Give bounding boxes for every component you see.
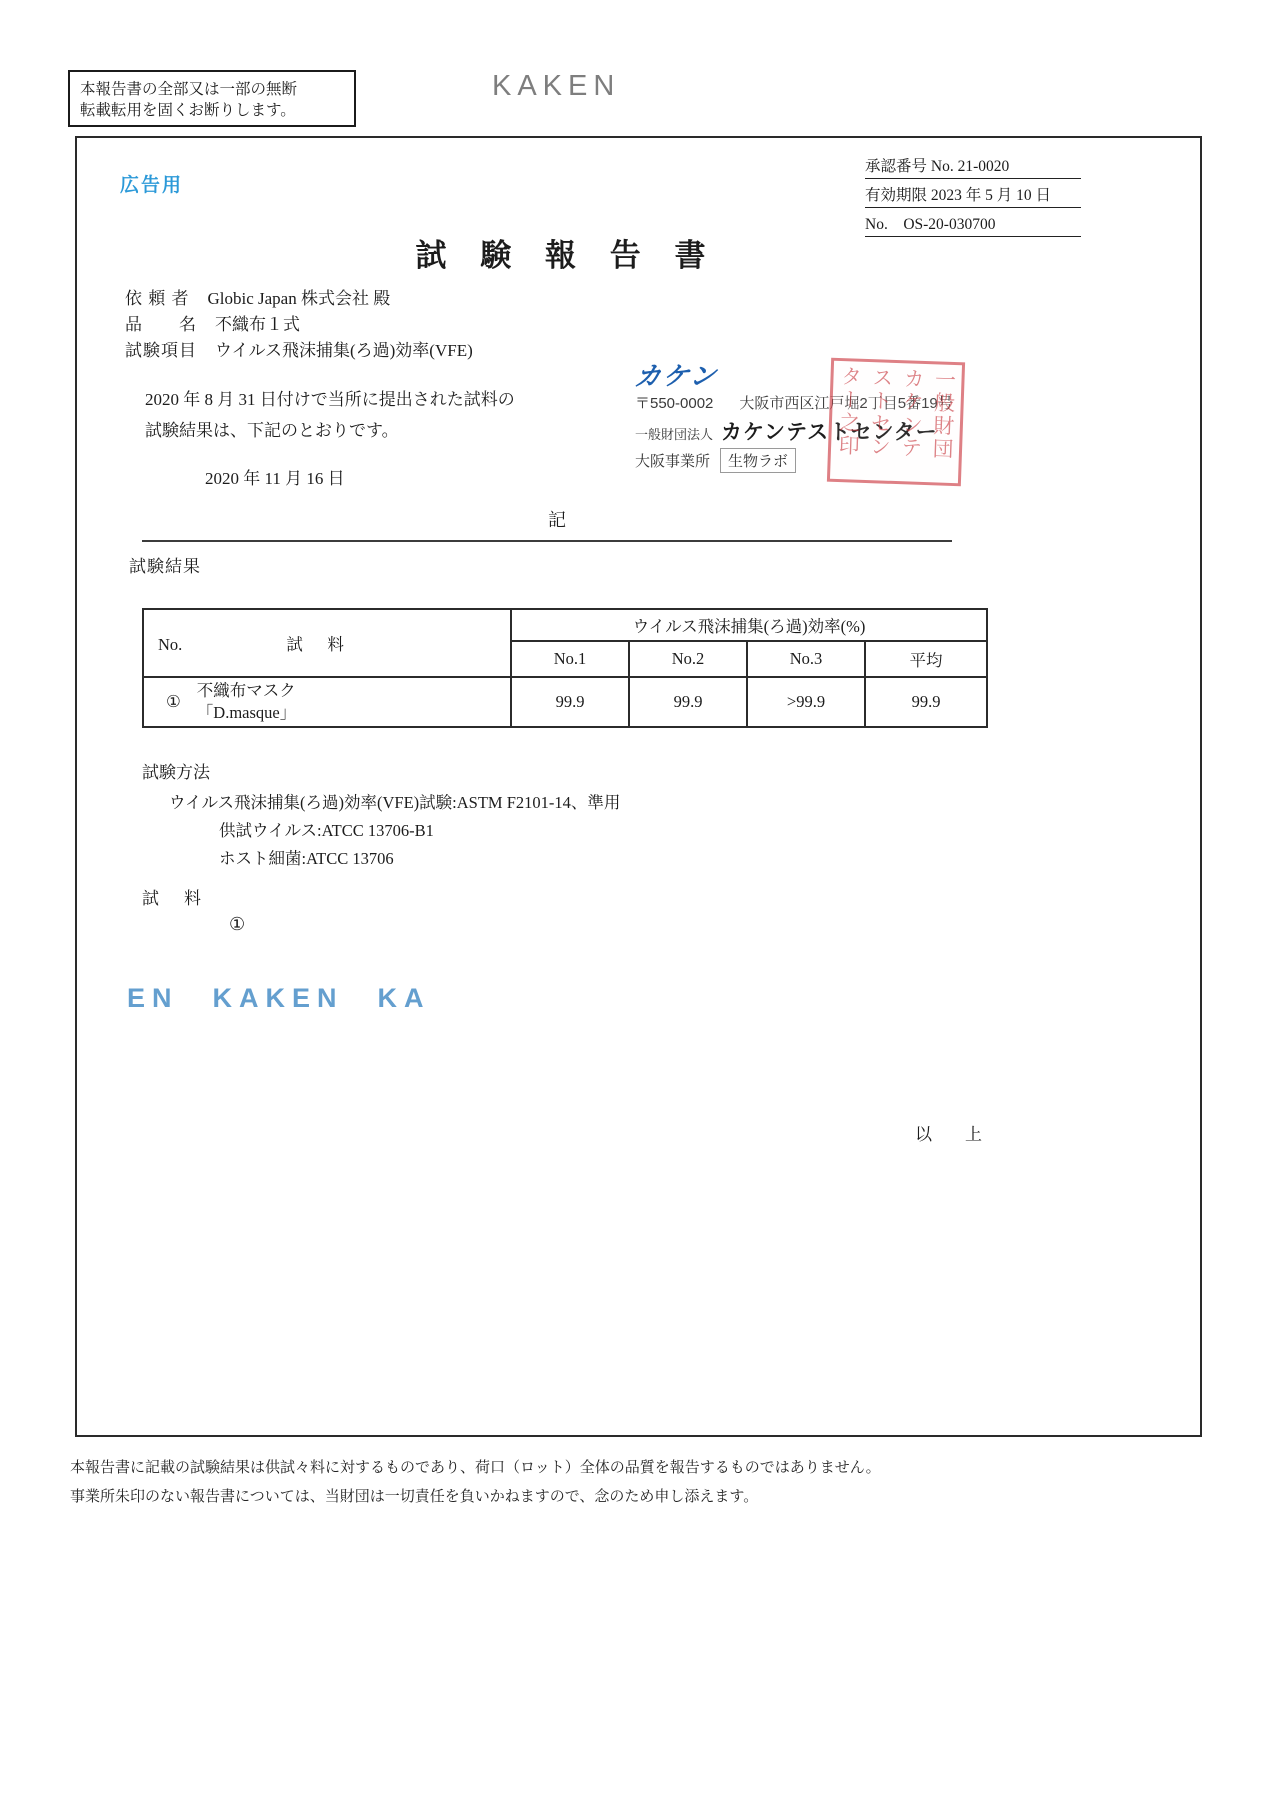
- approval-block: [865, 154, 1081, 241]
- kaken-header-logo: KAKEN: [492, 70, 621, 102]
- org-lab-badge: 生物ラボ: [720, 448, 796, 473]
- advertising-use-label: 広告用: [120, 175, 184, 196]
- org-office: 大阪事業所: [635, 453, 711, 470]
- results-heading: 試験結果: [129, 557, 201, 576]
- col-header-avg: 平均: [865, 641, 987, 677]
- method-heading: 試験方法: [142, 763, 210, 782]
- value-no3: >99.9: [747, 677, 865, 727]
- seal-column: ター之印: [835, 364, 863, 458]
- footer-disclaimer: [70, 1454, 1190, 1512]
- col-header-no1: No.1: [511, 641, 629, 677]
- item-name-row: [125, 312, 473, 338]
- footer-line2: 事業所朱印のない報告書については、当財団は一切責任を負いかねますので、念のため申し添えます。: [70, 1489, 759, 1505]
- test-item-label: 試験項目: [125, 341, 197, 360]
- body-paragraph: [145, 384, 515, 446]
- sample-name-cell: [143, 677, 511, 727]
- no-header: No.: [158, 635, 183, 654]
- red-seal-stamp: [827, 358, 965, 487]
- kaken-katakana-logo: カケン: [632, 361, 720, 391]
- document-number: No. OS-20-030700: [865, 212, 1081, 237]
- method-line2: 供試ウイルス:ATCC 13706-B1: [219, 821, 434, 840]
- notice-line2: 転載転用を固くお断りします。: [80, 102, 296, 119]
- horizontal-rule: [142, 540, 952, 542]
- sample-number-mark: ①: [166, 692, 181, 711]
- footer-line1: 本報告書に記載の試験結果は供試々料に対するものであり、荷口（ロット）全体の品質を報告するものではありません。: [70, 1460, 881, 1476]
- efficiency-group-header: ウイルス飛沫捕集(ろ過)効率(%): [511, 609, 987, 641]
- approval-number: 承認番号 No. 21-0020: [865, 154, 1081, 179]
- org-address: 大阪市西区江戸堀2丁目5番19号: [739, 395, 953, 412]
- client-row: [125, 286, 473, 312]
- item-name-value: 不織布１式: [215, 315, 300, 334]
- test-item-row: [125, 338, 473, 364]
- closing-mark: 以 上: [915, 1125, 990, 1144]
- item-name-label: 品 名: [125, 315, 197, 334]
- method-line1: ウイルス飛沫捕集(ろ過)効率(VFE)試験:ASTM F2101-14、準用: [169, 793, 621, 812]
- ki-marker: 記: [548, 510, 566, 530]
- reproduction-notice-box: [68, 70, 356, 127]
- sample-name-line2: 「D.masque」: [196, 703, 297, 722]
- sample-name-line1: 不織布マスク: [196, 681, 296, 700]
- org-office-row: [635, 448, 796, 473]
- org-postal-code: 〒550-0002: [635, 395, 714, 412]
- seal-column: カケンテ: [898, 367, 926, 460]
- client-value: Globic Japan 株式会社 殿: [207, 289, 391, 308]
- method-line3: ホスト細菌:ATCC 13706: [219, 849, 394, 868]
- col-header-no3: No.3: [747, 641, 865, 677]
- body-line1: 2020 年 8 月 31 日付けで当所に提出された試料の: [145, 390, 515, 409]
- body-line2: 試験結果は、下記のとおりです。: [145, 421, 399, 440]
- table-row: [143, 677, 987, 727]
- value-avg: 99.9: [865, 677, 987, 727]
- expiry-date: 有効期限 2023 年 5 月 10 日: [865, 183, 1081, 208]
- org-corp-type: 一般財団法人: [635, 427, 714, 442]
- kaken-watermark: EN KAKEN KA: [127, 983, 431, 1013]
- value-no2: 99.9: [629, 677, 747, 727]
- client-label: 依 頼 者: [125, 289, 190, 308]
- report-date: 2020 年 11 月 16 日: [205, 469, 345, 488]
- sample-mark: ①: [229, 914, 246, 934]
- value-no1: 99.9: [511, 677, 629, 727]
- sample-header: 試 料: [286, 635, 348, 654]
- seal-column: 一般財団: [929, 368, 957, 462]
- sample-header-cell: [143, 609, 511, 677]
- request-fields: [125, 286, 473, 364]
- test-item-value: ウイルス飛沫捕集(ろ過)効率(VFE): [215, 341, 473, 360]
- report-title: 試 験 報 告 書: [415, 238, 719, 273]
- col-header-no2: No.2: [629, 641, 747, 677]
- results-table: [142, 608, 988, 728]
- sample-heading: 試 料: [142, 889, 205, 908]
- report-frame: [75, 136, 1202, 1437]
- org-name: カケンテストセンター: [721, 421, 938, 444]
- notice-line1: 本報告書の全部又は一部の無断: [80, 81, 298, 98]
- seal-column: ストセン: [867, 366, 895, 459]
